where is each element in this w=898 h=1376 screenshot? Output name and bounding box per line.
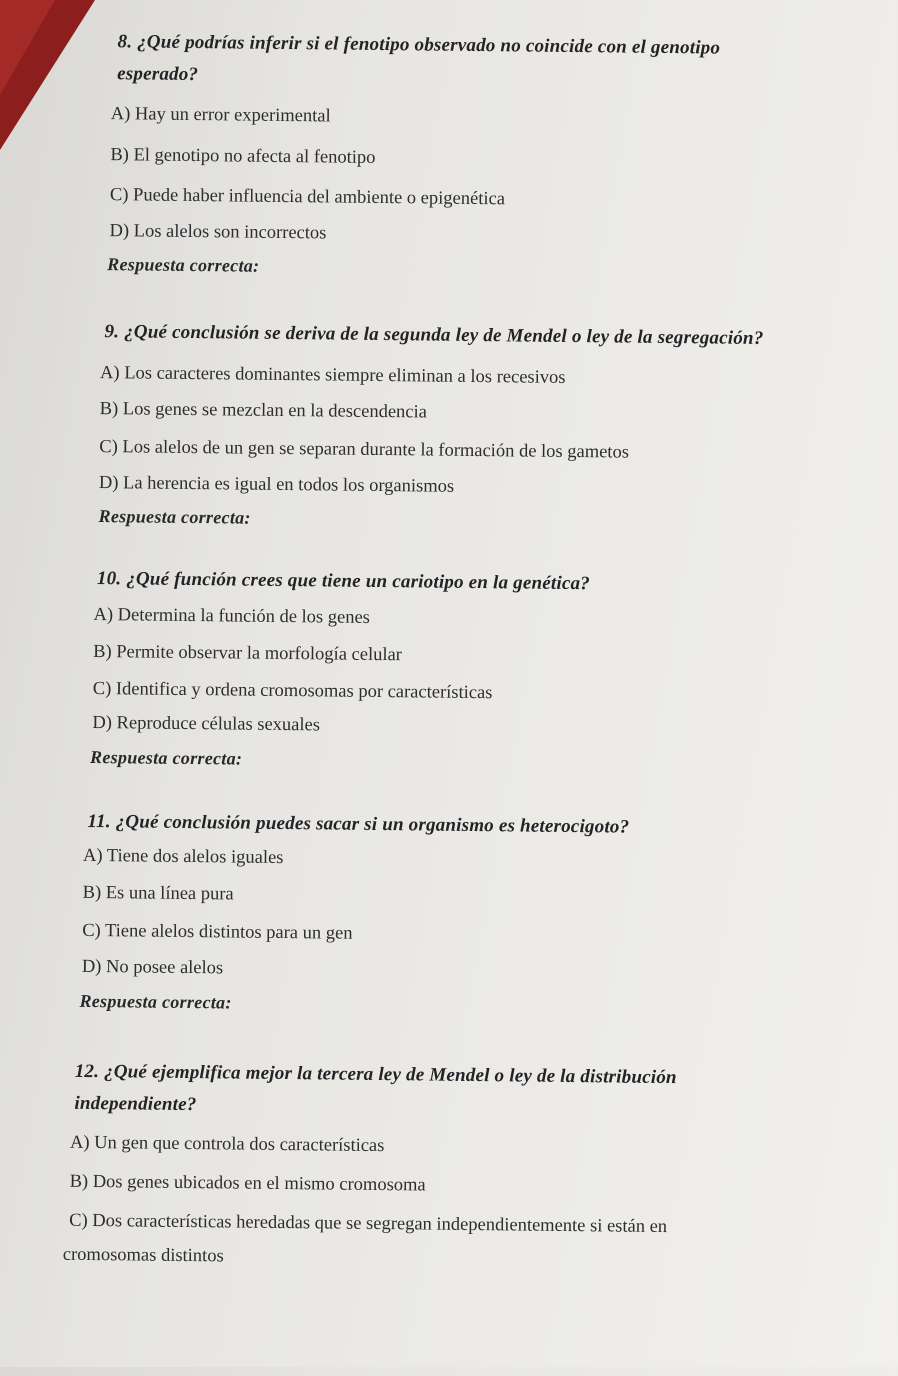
question-10-option-d[interactable]: D) Reproduce células sexuales (92, 713, 321, 736)
question-8-option-c[interactable]: C) Puede haber influencia del ambiente o epigenética (109, 185, 506, 210)
question-8-option-b[interactable]: B) El genotipo no afecta al fenotipo (110, 145, 376, 168)
question-8-option-d[interactable]: D) Los alelos son incorrectos (109, 221, 327, 244)
question-12-title-line1: 12. ¿Qué ejemplifica mejor la tercera ley de Mendel o ley de la distribución (74, 1060, 677, 1089)
question-9-option-b[interactable]: B) Los genes se mezclan en la descendencia (99, 399, 428, 423)
question-9-answer-label: Respuesta correcta: (98, 506, 251, 528)
question-9-title-line1: 9. ¿Qué conclusión se deriva de la segunda ley de Mendel o ley de la segregación? (104, 321, 764, 350)
question-8-answer-label: Respuesta correcta: (107, 254, 260, 276)
question-8-title-line2: esperado? (117, 63, 199, 86)
question-11-title (87, 811, 629, 839)
question-10-answer-label: Respuesta correcta: (89, 746, 243, 769)
question-8-title-line1: 8. ¿Qué podrías inferir si el fenotipo observado no coincide con el genotipo (117, 31, 721, 59)
question-12-option-c-continuation: cromosomas distintos (62, 1244, 224, 1267)
question-8-option-a[interactable]: A) Hay un error experimental (110, 104, 331, 127)
question-12-title-line2: independiente? (74, 1092, 197, 1116)
question-8-title (117, 31, 720, 91)
question-12-option-c[interactable]: C) Dos características heredadas que se segregan independientemente si están en (69, 1210, 668, 1238)
question-12-title (74, 1061, 677, 1121)
question-12-option-a[interactable]: A) Un gen que controla dos características (69, 1132, 385, 1157)
question-9-option-c[interactable]: C) Los alelos de un gen se separan durante la formación de los gametos (99, 437, 630, 463)
question-9-option-d[interactable]: D) La herencia es igual en todos los organismos (98, 473, 455, 497)
question-11-option-d[interactable]: D) No posee alelos (81, 956, 224, 979)
question-10-option-a[interactable]: A) Determina la función de los genes (93, 605, 371, 628)
question-11-answer-label: Respuesta correcta: (79, 990, 232, 1013)
question-9-title (104, 321, 763, 350)
question-11-option-a[interactable]: A) Tiene dos alelos iguales (82, 845, 284, 869)
question-11-option-c[interactable]: C) Tiene alelos distintos para un gen (82, 920, 353, 944)
question-10-title-line1: 10. ¿Qué función crees que tiene un cariotipo en la genética? (96, 568, 591, 595)
question-12-option-b[interactable]: B) Dos genes ubicados en el mismo cromosoma (69, 1171, 426, 1196)
question-10-option-c[interactable]: C) Identifica y ordena cromosomas por características (92, 679, 493, 704)
question-10-title (97, 568, 590, 595)
question-11-option-b[interactable]: B) Es una línea pura (82, 882, 234, 905)
question-11-title-line1: 11. ¿Qué conclusión puedes sacar si un organismo es heterocigoto? (87, 810, 630, 838)
question-10-option-b[interactable]: B) Permite observar la morfología celular (93, 642, 403, 666)
question-9-option-a[interactable]: A) Los caracteres dominantes siempre eliminan a los recesivos (99, 363, 566, 388)
